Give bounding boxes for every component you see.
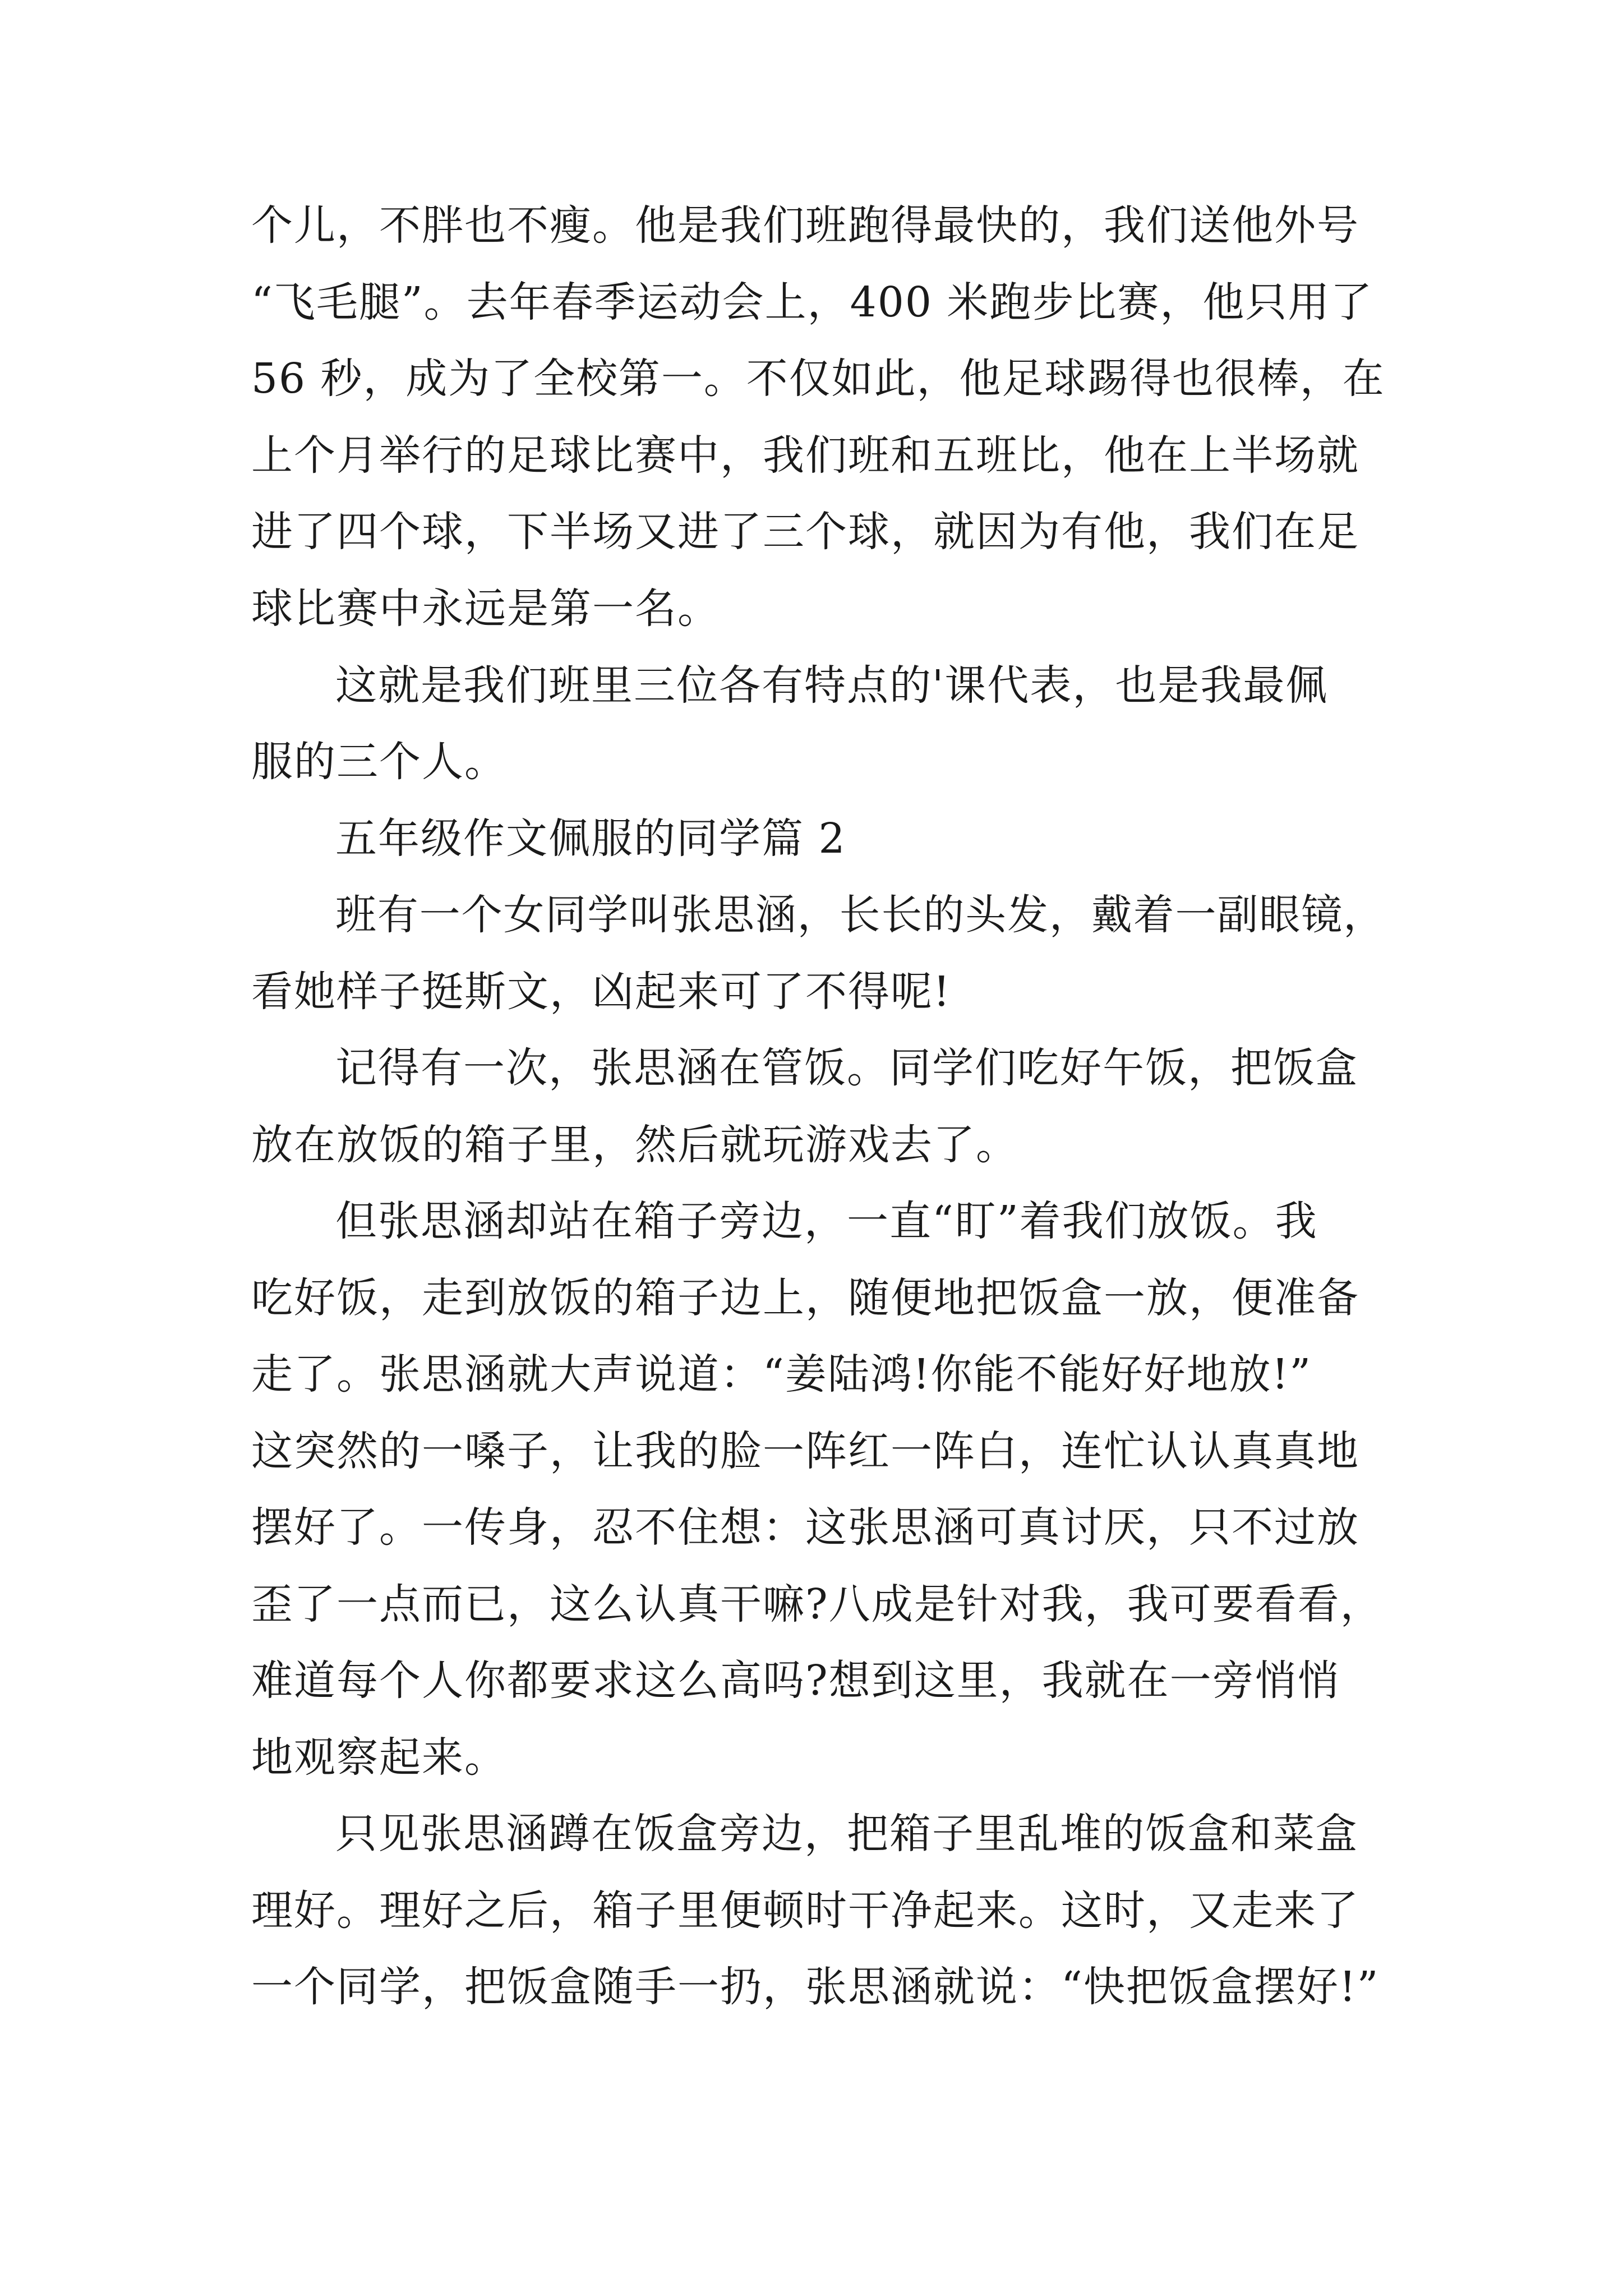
text-line: 难道每个人你都要求这么高吗?想到这里，我就在一旁悄悄 xyxy=(251,1657,1340,1705)
text-line: 看她样子挺斯文，凶起来可了不得呢! xyxy=(251,968,951,1016)
text-line: 56 秒，成为了全校第一。不仅如此，他足球踢得也很棒，在 xyxy=(251,355,1385,403)
text-line: 个儿，不胖也不瘦。他是我们班跑得最快的，我们送他外号 xyxy=(251,201,1359,250)
text-line: “飞毛腿”。去年春季运动会上，400 米跑步比赛，他只用了 xyxy=(251,278,1373,326)
text-line: 记得有一次，张思涵在管饭。同学们吃好午饭，把饭盒 xyxy=(335,1044,1358,1092)
text-line: 这突然的一嗓子，让我的脸一阵红一阵白，连忙认认真真地 xyxy=(251,1427,1359,1475)
text-line: 理好。理好之后，箱子里便顿时干净起来。这时，又走来了 xyxy=(251,1887,1359,1935)
section-heading: 五年级作文佩服的同学篇 2 xyxy=(335,815,846,863)
text-line: 进了四个球，下半场又进了三个球，就因为有他，我们在足 xyxy=(251,508,1359,556)
text-line: 放在放饭的箱子里，然后就玩游戏去了。 xyxy=(251,1121,1018,1169)
text-line: 班有一个女同学叫张思涵，长长的头发，戴着一副眼镜， xyxy=(335,891,1386,939)
text-line: 一个同学，把饭盒随手一扔，张思涵就说：“快把饭盒摆好!” xyxy=(251,1963,1380,2011)
text-line: 只见张思涵蹲在饭盒旁边，把箱子里乱堆的饭盒和菜盒 xyxy=(335,1810,1358,1858)
text-line: 走了。张思涵就大声说道：“姜陆鸿!你能不能好好地放!” xyxy=(251,1350,1312,1398)
text-line: 这就是我们班里三位各有特点的'课代表，也是我最佩 xyxy=(335,661,1329,710)
text-line: 但张思涵却站在箱子旁边，一直“盯”着我们放饭。我 xyxy=(335,1197,1318,1245)
text-line: 地观察起来。 xyxy=(251,1733,507,1782)
text-line: 上个月举行的足球比赛中，我们班和五班比，他在上半场就 xyxy=(251,431,1359,480)
text-line: 摆好了。一传身，忍不住想：这张思涵可真讨厌，只不过放 xyxy=(251,1503,1359,1552)
text-line: 歪了一点而已，这么认真干嘛?八成是针对我，我可要看看， xyxy=(251,1580,1383,1628)
text-line: 球比赛中永远是第一名。 xyxy=(251,585,720,633)
text-line: 吃好饭，走到放饭的箱子边上，随便地把饭盒一放，便准备 xyxy=(251,1274,1359,1322)
text-line: 服的三个人。 xyxy=(251,738,507,786)
